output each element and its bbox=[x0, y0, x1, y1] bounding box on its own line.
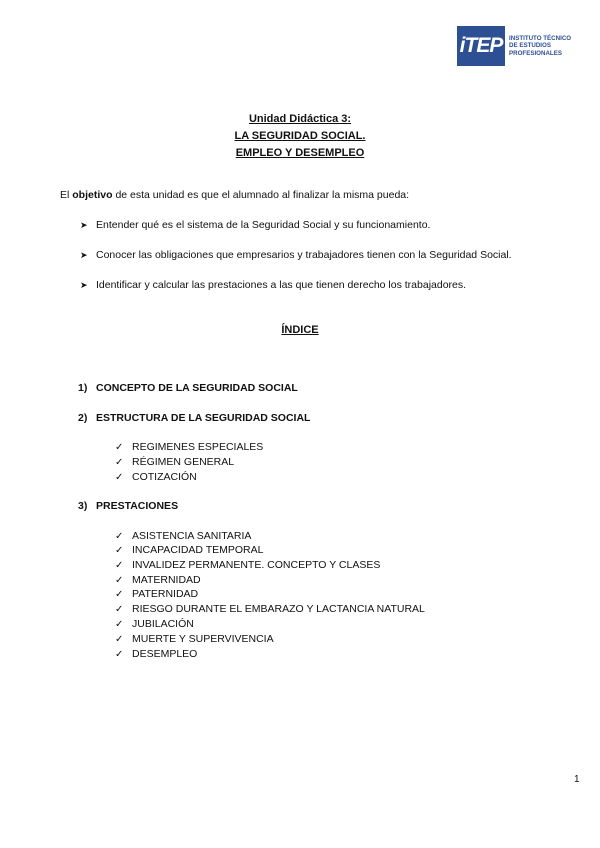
index-subitem bbox=[115, 456, 234, 468]
subitem-text: RIESGO DURANTE EL EMBARAZO Y LACTANCIA NATURAL bbox=[132, 603, 425, 615]
logo-line-2: DE ESTUDIOS bbox=[509, 42, 551, 50]
checkmark-icon: ✓ bbox=[115, 574, 124, 586]
section-number: 1) bbox=[78, 382, 88, 394]
checkmark-icon: ✓ bbox=[115, 559, 124, 571]
subitem-text: INCAPACIDAD TEMPORAL bbox=[132, 544, 264, 556]
logo-mark: iTEP bbox=[457, 26, 505, 66]
subitem-text: RÉGIMEN GENERAL bbox=[132, 456, 235, 468]
logo-text bbox=[509, 35, 571, 58]
objective-text: Entender qué es el sistema de la Seguridad Social y su funcionamiento. bbox=[96, 219, 431, 231]
section-number: 3) bbox=[78, 500, 88, 512]
unit-subtitle-2: EMPLEO Y DESEMPLEO bbox=[235, 147, 365, 159]
checkmark-icon: ✓ bbox=[115, 441, 124, 453]
checkmark-icon: ✓ bbox=[115, 618, 124, 630]
unit-title: Unidad Didáctica 3: bbox=[248, 113, 352, 125]
logo-line-1: INSTITUTO TÉCNICO bbox=[509, 34, 572, 42]
arrow-bullet-icon: ➤ bbox=[80, 249, 88, 260]
checkmark-icon: ✓ bbox=[115, 603, 124, 615]
intro-bold: objetivo bbox=[72, 189, 113, 201]
section-title: CONCEPTO DE LA SEGURIDAD SOCIAL bbox=[96, 382, 298, 394]
index-section bbox=[78, 412, 310, 424]
intro-paragraph bbox=[60, 189, 409, 201]
arrow-bullet-icon: ➤ bbox=[80, 219, 88, 230]
section-title: PRESTACIONES bbox=[96, 500, 179, 512]
index-subitem bbox=[115, 618, 194, 630]
intro-after: de esta unidad es que el alumnado al finalizar la misma pueda: bbox=[112, 189, 410, 201]
checkmark-icon: ✓ bbox=[115, 530, 124, 542]
objective-item bbox=[80, 279, 466, 291]
subitem-text: REGIMENES ESPECIALES bbox=[132, 441, 264, 453]
checkmark-icon: ✓ bbox=[115, 544, 124, 556]
arrow-bullet-icon: ➤ bbox=[80, 279, 88, 290]
index-subitem bbox=[115, 633, 274, 645]
intro-before: El bbox=[60, 189, 73, 201]
index-subitem bbox=[115, 441, 263, 453]
index-subitem bbox=[115, 648, 197, 660]
unit-subtitle-1: LA SEGURIDAD SOCIAL. bbox=[234, 130, 366, 142]
index-title: ÍNDICE bbox=[281, 324, 319, 336]
objective-text: Conocer las obligaciones que empresarios y trabajadores tienen con la Seguridad Social. bbox=[96, 249, 512, 261]
subitem-text: MUERTE Y SUPERVIVENCIA bbox=[132, 633, 274, 645]
subitem-text: INVALIDEZ PERMANENTE. CONCEPTO Y CLASES bbox=[132, 559, 381, 571]
checkmark-icon: ✓ bbox=[115, 648, 124, 660]
section-number: 2) bbox=[78, 412, 88, 424]
logo-line-3: PROFESIONALES bbox=[509, 49, 562, 57]
index-subitem bbox=[115, 471, 197, 483]
checkmark-icon: ✓ bbox=[115, 471, 124, 483]
index-subitem bbox=[115, 603, 425, 615]
checkmark-icon: ✓ bbox=[115, 456, 124, 468]
subitem-text: ASISTENCIA SANITARIA bbox=[132, 530, 252, 542]
itep-logo bbox=[457, 24, 575, 68]
index-subitem bbox=[115, 544, 263, 556]
subitem-text: PATERNIDAD bbox=[132, 588, 199, 600]
objective-item bbox=[80, 249, 512, 261]
subitem-text: DESEMPLEO bbox=[132, 648, 198, 660]
index-subitem bbox=[115, 588, 198, 600]
page-number: 1 bbox=[574, 774, 580, 785]
index-section bbox=[78, 500, 178, 512]
subitem-text: JUBILACIÓN bbox=[132, 618, 194, 630]
objective-item bbox=[80, 219, 430, 231]
index-subitem bbox=[115, 559, 380, 571]
subitem-text: COTIZACIÓN bbox=[132, 471, 197, 483]
index-section bbox=[78, 382, 298, 394]
index-subitem bbox=[115, 530, 251, 542]
checkmark-icon: ✓ bbox=[115, 633, 124, 645]
checkmark-icon: ✓ bbox=[115, 588, 124, 600]
objective-text: Identificar y calcular las prestaciones a las que tienen derecho los trabajadores. bbox=[96, 279, 467, 291]
index-subitem bbox=[115, 574, 201, 586]
subitem-text: MATERNIDAD bbox=[132, 574, 201, 586]
section-title: ESTRUCTURA DE LA SEGURIDAD SOCIAL bbox=[96, 412, 311, 424]
